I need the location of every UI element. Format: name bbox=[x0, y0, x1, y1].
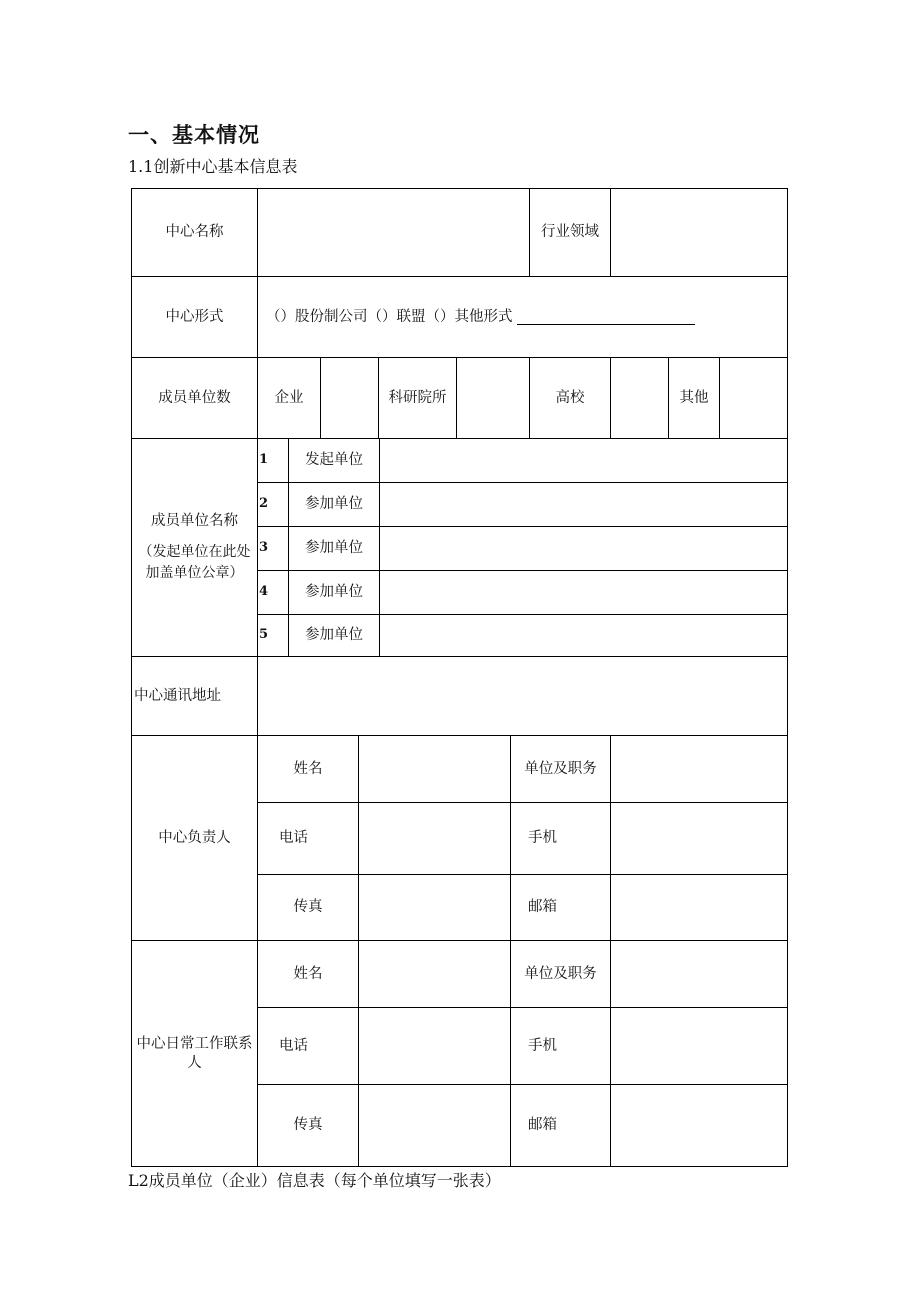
contact-label: 中心日常工作联系人 bbox=[131, 940, 258, 1167]
institute-count-input[interactable] bbox=[456, 357, 530, 439]
enterprise-count-input[interactable] bbox=[320, 357, 379, 439]
contact-phone-label: 电话 bbox=[257, 1007, 359, 1085]
contact-mobile-input[interactable] bbox=[610, 1007, 788, 1085]
industry-label: 行业领域 bbox=[529, 188, 611, 277]
leader-email-input[interactable] bbox=[610, 874, 788, 941]
member-number: 5 bbox=[257, 614, 289, 657]
member-number: 2 bbox=[257, 482, 289, 527]
member-name-input[interactable] bbox=[379, 526, 788, 571]
contact-fax-label: 传真 bbox=[257, 1084, 359, 1167]
member-role: 参加单位 bbox=[288, 526, 380, 571]
center-name-input[interactable] bbox=[257, 188, 530, 277]
other-count-input[interactable] bbox=[719, 357, 788, 439]
member-role: 参加单位 bbox=[288, 614, 380, 657]
leader-label: 中心负责人 bbox=[131, 735, 258, 941]
contact-position-input[interactable] bbox=[610, 940, 788, 1008]
enterprise-label: 企业 bbox=[257, 357, 321, 439]
other-form-blank[interactable] bbox=[517, 310, 695, 325]
member-number: 1 bbox=[257, 438, 289, 483]
member-name-input[interactable] bbox=[379, 614, 788, 657]
institute-label: 科研院所 bbox=[378, 357, 457, 439]
leader-phone-label: 电话 bbox=[257, 802, 359, 875]
member-name-input[interactable] bbox=[379, 482, 788, 527]
address-input[interactable] bbox=[257, 656, 788, 736]
other-label: 其他 bbox=[668, 357, 720, 439]
center-form-options[interactable] bbox=[257, 276, 788, 358]
leader-fax-label: 传真 bbox=[257, 874, 359, 941]
member-count-label: 成员单位数 bbox=[131, 357, 258, 439]
member-role: 参加单位 bbox=[288, 570, 380, 615]
leader-email-label: 邮箱 bbox=[510, 874, 611, 941]
member-name-input[interactable] bbox=[379, 438, 788, 483]
contact-position-label: 单位及职务 bbox=[510, 940, 611, 1008]
contact-mobile-label: 手机 bbox=[510, 1007, 611, 1085]
leader-position-input[interactable] bbox=[610, 735, 788, 803]
table-title-1-1: 1.1创新中心基本信息表 bbox=[128, 157, 298, 176]
contact-email-label: 邮箱 bbox=[510, 1084, 611, 1167]
member-role: 参加单位 bbox=[288, 482, 380, 527]
university-count-input[interactable] bbox=[610, 357, 669, 439]
center-name-label: 中心名称 bbox=[131, 188, 258, 277]
member-names-note: （发起单位在此处加盖单位公章） bbox=[138, 544, 251, 581]
member-name-input[interactable] bbox=[379, 570, 788, 615]
leader-name-label: 姓名 bbox=[257, 735, 359, 803]
member-names-label-cell bbox=[131, 438, 258, 657]
member-role: 发起单位 bbox=[288, 438, 380, 483]
address-label: 中心通讯地址 bbox=[131, 656, 258, 736]
contact-name-label: 姓名 bbox=[257, 940, 359, 1008]
section-title: 一、基本情况 bbox=[128, 123, 260, 147]
center-form-options-text: （）股份制公司（）联盟（）其他形式 bbox=[266, 308, 513, 325]
contact-name-input[interactable] bbox=[358, 940, 511, 1008]
industry-input[interactable] bbox=[610, 188, 788, 277]
contact-fax-input[interactable] bbox=[358, 1084, 511, 1167]
leader-position-label: 单位及职务 bbox=[510, 735, 611, 803]
table-title-1-2: L2成员单位（企业）信息表（每个单位填写一张表） bbox=[128, 1171, 501, 1190]
university-label: 高校 bbox=[529, 357, 611, 439]
leader-fax-input[interactable] bbox=[358, 874, 511, 941]
leader-mobile-input[interactable] bbox=[610, 802, 788, 875]
member-number: 3 bbox=[257, 526, 289, 571]
leader-phone-input[interactable] bbox=[358, 802, 511, 875]
contact-email-input[interactable] bbox=[610, 1084, 788, 1167]
leader-name-input[interactable] bbox=[358, 735, 511, 803]
contact-phone-input[interactable] bbox=[358, 1007, 511, 1085]
member-names-label: 成员单位名称 bbox=[151, 513, 238, 530]
leader-mobile-label: 手机 bbox=[510, 802, 611, 875]
center-form-label: 中心形式 bbox=[131, 276, 258, 358]
member-number: 4 bbox=[257, 570, 289, 615]
